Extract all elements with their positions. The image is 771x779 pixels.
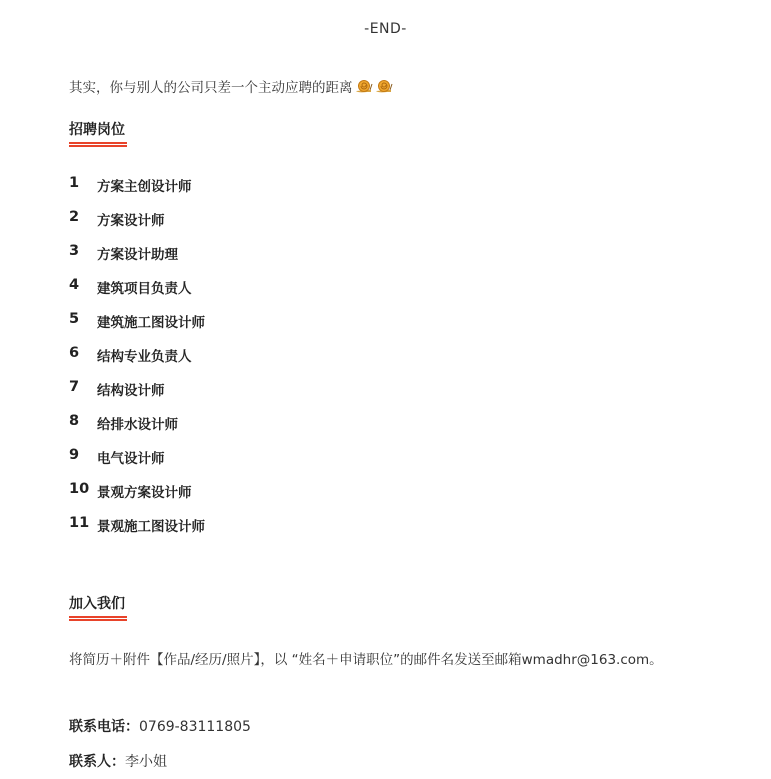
list-item-label: 景观施工图设计师 [97,519,205,535]
contact-person-line [69,751,167,771]
list-item-number: 2 [69,209,80,225]
list-item-label: 给排水设计师 [97,417,178,433]
phone-line [69,716,251,736]
snail-emoji-icon [355,78,373,94]
list-item [69,481,205,515]
list-item [69,379,205,413]
list-item-number: 6 [69,345,80,361]
list-item-label: 景观方案设计师 [97,485,192,501]
list-item-label: 建筑施工图设计师 [97,315,205,331]
intro-line [69,76,393,96]
list-item-number: 3 [69,243,80,259]
list-item-number: 4 [69,277,80,293]
list-item [69,413,205,447]
list-item-label: 方案设计助理 [97,247,178,263]
join-heading: 加入我们 [69,596,125,612]
list-item [69,345,205,379]
snail-emoji-icon [375,78,393,94]
list-item-number: 10 [69,481,90,497]
contact-person-label: 联系人： [69,754,125,770]
list-item-label: 建筑项目负责人 [97,281,192,297]
list-item-label: 结构设计师 [97,383,165,399]
list-item-label: 方案设计师 [97,213,165,229]
positions-heading: 招聘岗位 [69,122,125,138]
list-item [69,311,205,345]
intro-text: 其实，你与别人的公司只差一个主动应聘的距离 [69,80,353,96]
join-heading-underline [69,616,127,621]
list-item-number: 5 [69,311,80,327]
list-item [69,447,205,481]
phone-number: 0769-83111805 [139,719,251,735]
end-marker: -END- [364,21,407,37]
list-item [69,243,205,277]
contact-person-name: 李小姐 [125,754,167,770]
list-item-label: 方案主创设计师 [97,179,192,195]
positions-heading-underline [69,142,127,147]
list-item-number: 8 [69,413,80,429]
list-item-number: 11 [69,515,90,531]
list-item [69,515,205,549]
list-item-label: 电气设计师 [97,451,165,467]
list-item [69,175,205,209]
list-item-number: 1 [69,175,80,191]
list-item-number: 9 [69,447,80,463]
positions-list [69,175,205,549]
list-item-label: 结构专业负责人 [97,349,192,365]
list-item-number: 7 [69,379,80,395]
phone-label: 联系电话： [69,719,139,735]
list-item [69,209,205,243]
list-item [69,277,205,311]
application-instructions: 将简历＋附件【作品/经历/照片】，以 “姓名＋申请职位”的邮件名发送至邮箱wmadhr@163.com。 [69,652,663,668]
